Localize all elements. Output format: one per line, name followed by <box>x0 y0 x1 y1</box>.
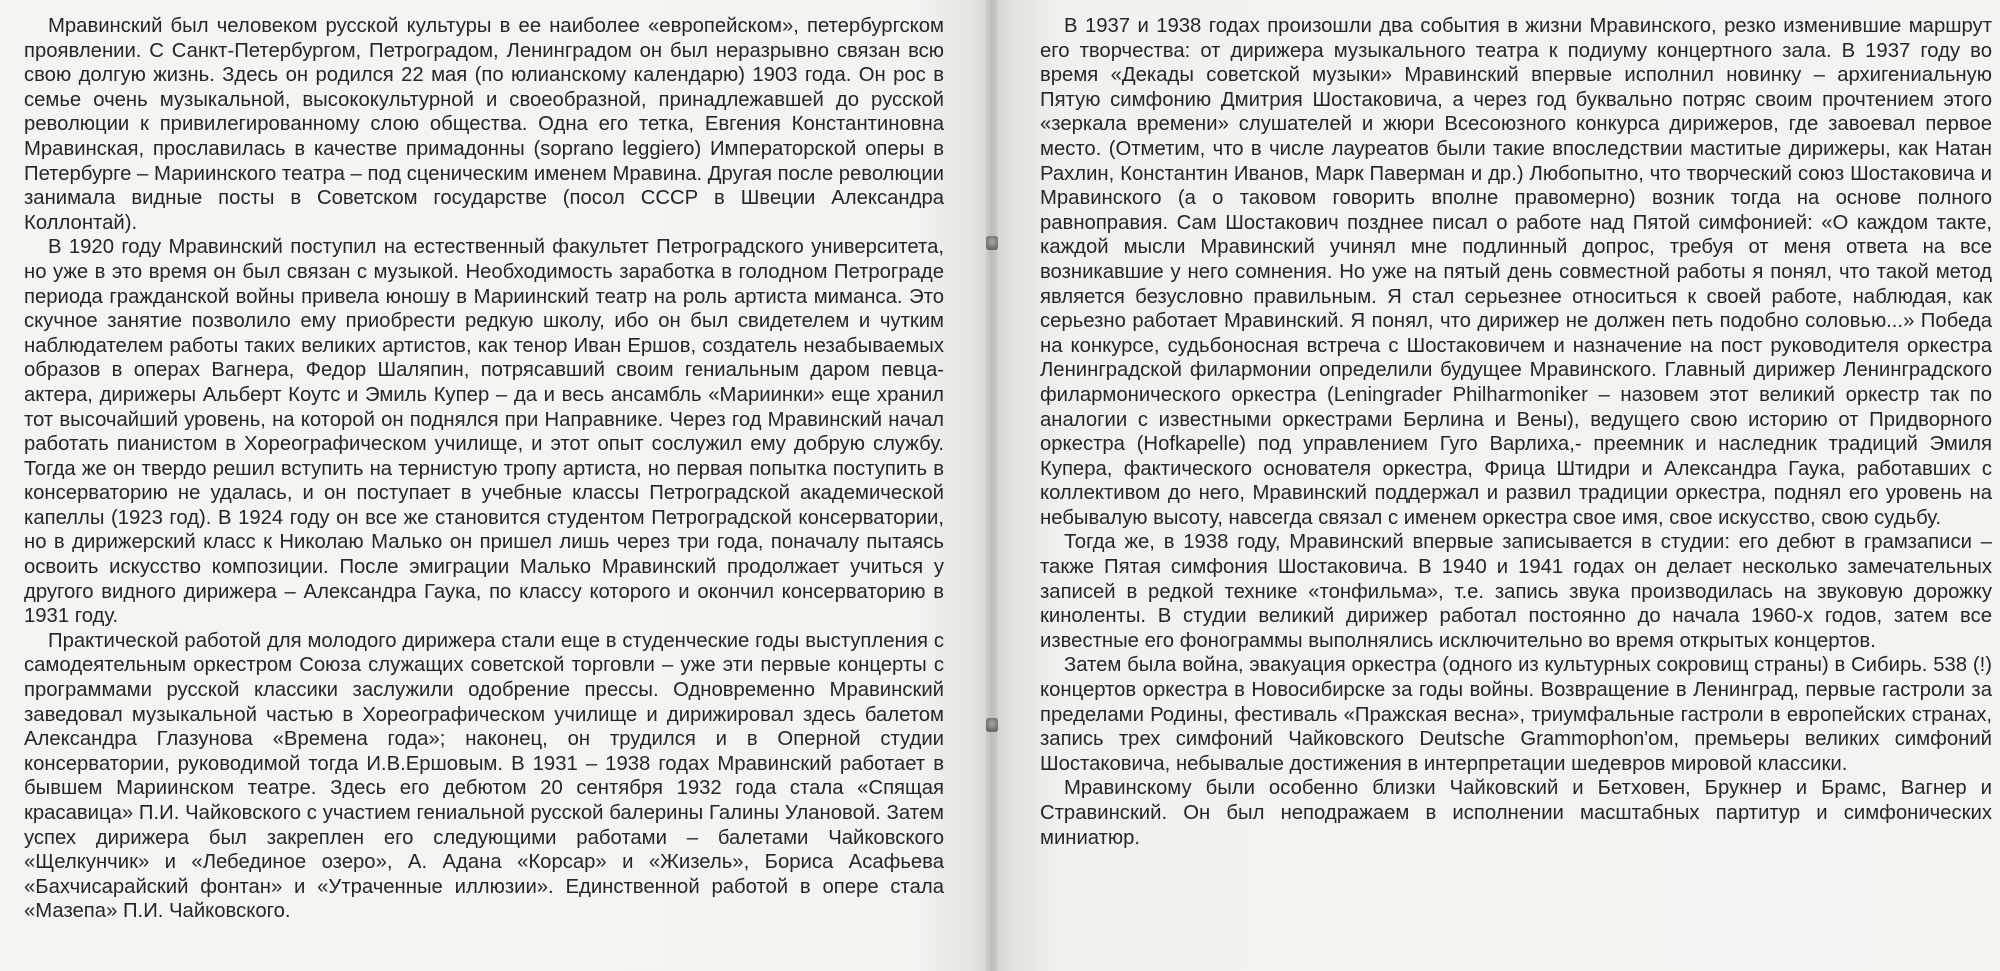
right-page <box>992 0 2000 971</box>
staple-icon <box>986 718 998 732</box>
left-paragraph-3: Практической работой для молодого дирижера стали еще в студенческие годы выступления с самодеятельным оркестром Союза служащих советской торговли – уже эти первые концерты с программами русской классики заслужили одобрение прессы. Одновременно Мравинский заведовал музыкальной частью в Хореографическом училище и дирижировал здесь балетом Александра Глазунова «Времена года»; наконец, он трудился и в Оперной студии консерватории, руководимой тогда И.В.Ершовым. В 1931 – 1938 годах Мравинский работает в бывшем Мариинском театре. Здесь его дебютом 20 сентября 1932 года стала «Спящая красавица» П.И. Чайковского с участием гениальной русской балерины Галины Улановой. Затем успех дирижера был закреплен его следующими работами – балетами Чайковского «Щелкунчик» и «Лебединое озеро», А. Адана «Корсар» и «Жизель», Бориса Асафьева «Бахчисарайский фонтан» и «Утраченные иллюзии». Единственной работой в опере стала «Мазепа» П.И. Чайковского. <box>24 629 944 923</box>
binding-gutter <box>986 0 998 971</box>
right-paragraph-1: В 1937 и 1938 годах произошли два события в жизни Мравинского, резко изменившие маршрут его творчества: от дирижера музыкального театра к подиуму концертного зала. В 1937 году во время «Декады советской музыки» Мравинский впервые исполнил новинку – архигениальную Пятую симфонию Дмитрия Шостаковича, а через год буквально потряс своим прочтением этого «зеркала времени» слушателей и жюри Всесоюзного конкурса дирижеров, где завоевал первое место. (Отметим, что в числе лауреатов были такие впоследствии маститые дирижеры, как Натан Рахлин, Константин Иванов, Марк Паверман и др.) Любопытно, что творческий союз Шостаковича и Мравинского (а о таковом говорить вполне правомерно) возник тогда на основе полного равноправия. Сам Шостакович позднее писал о работе над Пятой симфонией: «О каждом такте, каждой мысли Мравинский учинял мне подлинный допрос, требуя от меня ответа на все возникавшие у него сомнения. Но уже на пятый день совместной работы я понял, что такой метод является безусловно правильным. Я стал серьезнее относиться к своей работе, наблюдая, как серьезно работает Мравинский. Я понял, что дирижер не должен петь подобно соловью...» Победа на конкурсе, судьбоносная встреча с Шостаковичем и назначение на пост руководителя оркестра Ленинградской филармонии определили будущее Мравинского. Главный дирижер Ленинградского филармонического оркестра (Leningrader Philharmoniker – назовем этот великий оркестр так по аналогии с известными оркестрами Берлина и Вены), ведущего свою историю от Придворного оркестра (Hofkapelle) под управлением Гуго Варлиха,- преемник и наследник традиций Эмиля Купера, фактического основателя оркестра, Фрица Штидри и Александра Гаука, работавших с коллективом до него, Мравинский поддержал и развил традиции оркестра, поднял его уровень на небывалую высоту, навсегда связал с именем оркестра свое имя, свое искусство, свою судьбу. <box>1040 15 1992 529</box>
right-paragraph-2: Тогда же, в 1938 году, Мравинский впервые записывается в студии: его дебют в грамзаписи – также Пятая симфония Шостаковича. В 1940 и 1941 годах он делает несколько замечательных записей в редкой технике «тонфильма», т.е. запись звука производилась на звуковую дорожку киноленты. В студии великий дирижер работал постоянно до начала 1960-х годов, затем все известные его фонограммы выполнялись исключительно во время открытых концертов. <box>1040 531 1992 652</box>
left-page <box>0 0 992 971</box>
right-paragraph-4: Мравинскому были особенно близки Чайковский и Бетховен, Брукнер и Брамс, Вагнер и Стравинский. Он был неподражаем в исполнении масштабных партитур и симфонических миниатюр. <box>1040 777 1992 849</box>
staple-icon <box>986 236 998 250</box>
left-paragraph-1: Мравинский был человеком русской культуры в ее наиболее «европейском», петербургском проявлении. С Санкт-Петербургом, Петроградом, Ленинградом он был неразрывно связан всю свою долгую жизнь. Здесь он родился 22 мая (по юлианскому календарю) 1903 года. Он рос в семье очень музыкальной, высококультурной и своеобразной, принадлежавшей до русской революции к привилегированному слою общества. Одна его тетка, Евгения Константиновна Мравинская, прославилась в качестве примадонны (soprano leggiero) Императорской оперы в Петербурге – Мариинского театра – под сценическим именем Мравина. Другая после революции занимала видные посты в Советском государстве (посол СССР в Швеции Александра Коллонтай). <box>24 15 944 234</box>
left-paragraph-2: В 1920 году Мравинский поступил на естественный факультет Петроградского университета, но уже в это время он был связан с музыкой. Необходимость заработка в голодном Петрограде периода гражданской войны привела юношу в Мариинский театр на роль артиста миманса. Это скучное занятие позволило ему приобрести редкую школу, ибо он был свидетелем и чутким наблюдателем работы таких великих артистов, как тенор Иван Ершов, создатель незабываемых образов в операх Вагнера, Федор Шаляпин, потрясавший своим гениальным даром певца-актера, дирижеры Альберт Коутс и Эмиль Купер – да и весь ансамбль «Мариинки» еще хранил тот высочайший уровень, на которой он поднялся при Направнике. Через год Мравинский начал работать пианистом в Хореографическом училище, и этот опыт сослужил ему добрую службу. Тогда же он твердо решил вступить на тернистую тропу артиста, но первая попытка поступить в консерваторию не удалась, и он поступает в учебные классы Петроградской академической капеллы (1923 год). В 1924 году он все же становится студентом Петроградской консерватории, но в дирижерский класс к Николаю Малько он пришел лишь через три года, поначалу пытаясь освоить искусство композиции. После эмиграции Малько Мравинский продолжает учиться у другого видного дирижера – Александра Гаука, по классу которого и окончил консерваторию в 1931 году. <box>24 236 944 628</box>
right-paragraph-3: Затем была война, эвакуация оркестра (одного из культурных сокровищ страны) в Сибирь. 538 (!) концертов оркестра в Новосибирске за годы войны. Возвращение в Ленинград, первые гастроли за пределами Родины, фестиваль «Пражская весна», триумфальные гастроли в европейских странах, запись трех симфоний Чайковского Deutsche Grammophon'ом, премьеры великих симфоний Шостаковича, небывалые достижения в интерпретации шедевров мировой классики. <box>1040 654 1992 775</box>
